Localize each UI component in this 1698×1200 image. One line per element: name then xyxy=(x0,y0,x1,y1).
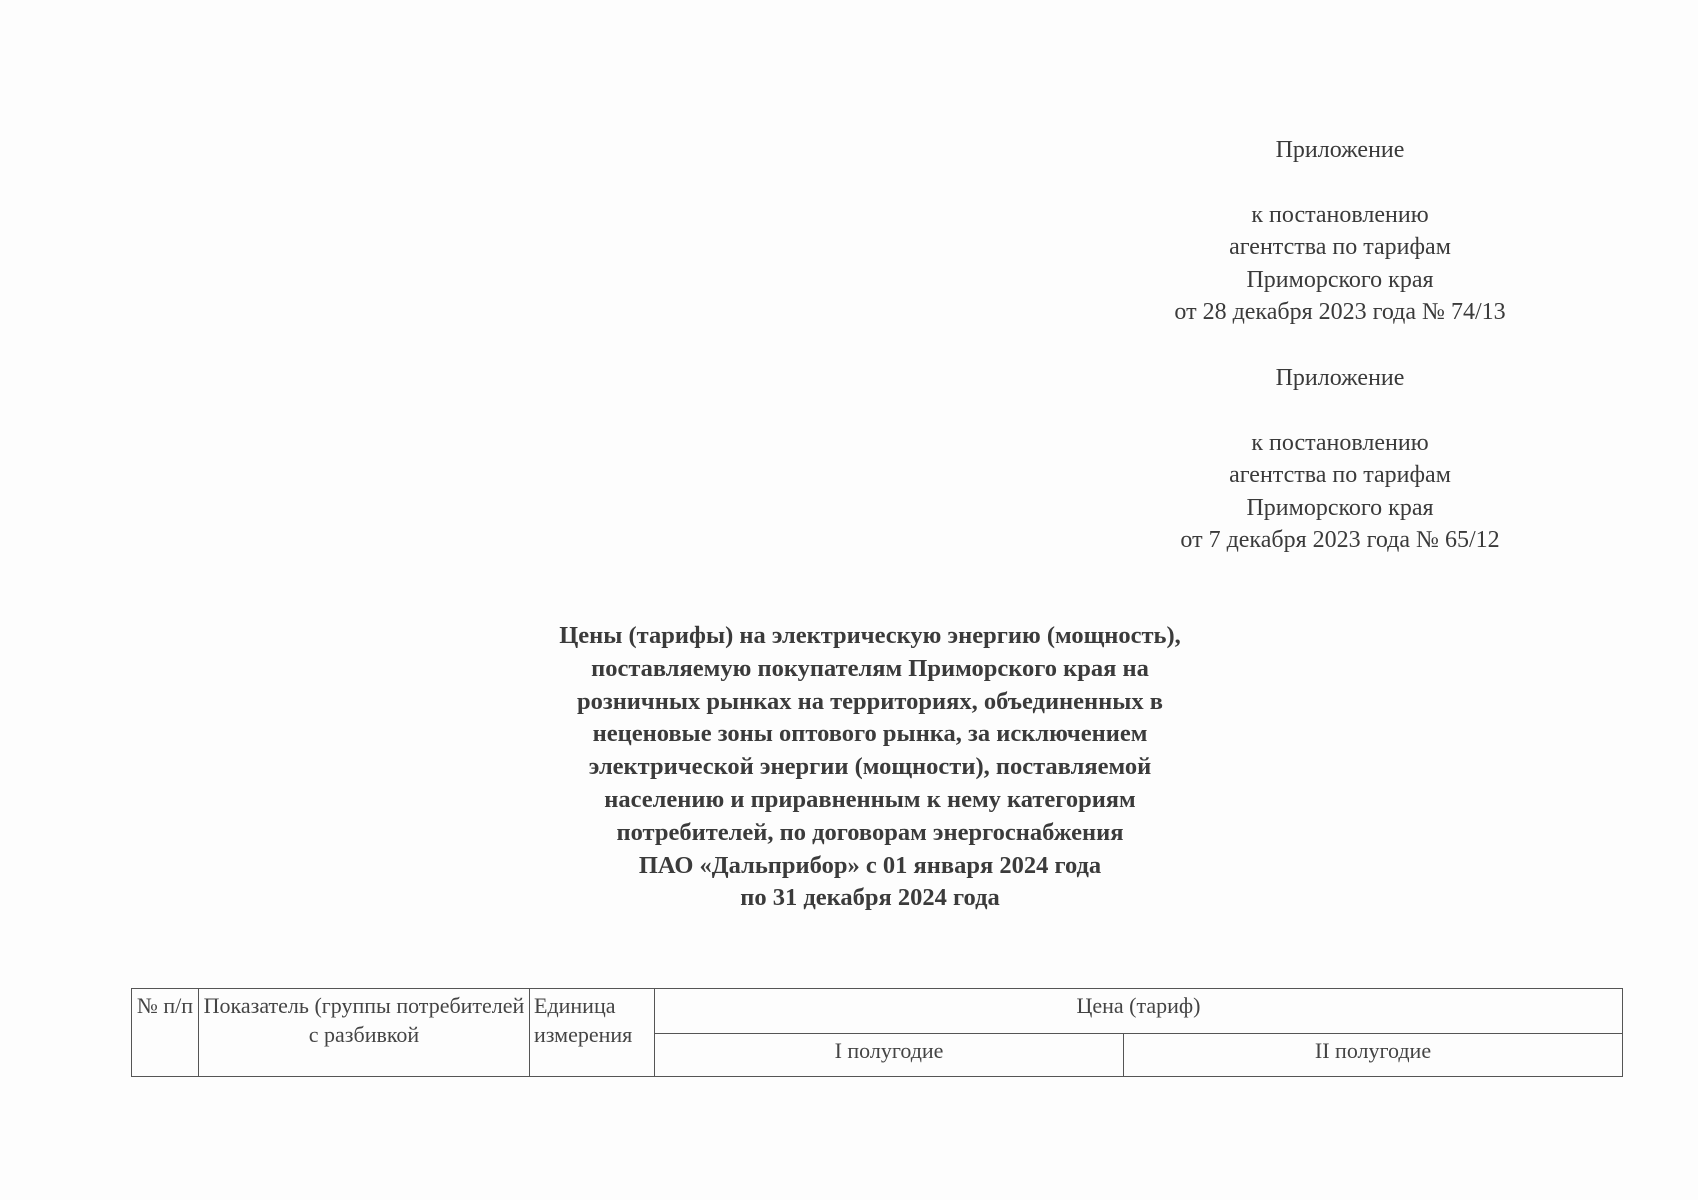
header-price: Цена (тариф) xyxy=(655,989,1623,1034)
appendix-date-line: от 7 декабря 2023 года № 65/12 xyxy=(1180,527,1500,553)
title-line: потребителей, по договорам энергоснабжения xyxy=(616,818,1124,846)
title-line: Цены (тарифы) на электрическую энергию (мощность), xyxy=(559,622,1181,649)
title-line: по 31 декабря 2024 года xyxy=(740,884,1000,912)
header-second-half: II полугодие xyxy=(1124,1034,1623,1077)
appendix-block-current xyxy=(1100,134,1580,329)
tariff-table xyxy=(131,988,1623,1077)
appendix-line: Приморского края xyxy=(1246,494,1434,521)
appendix-line: агентства по тарифам xyxy=(1229,462,1451,488)
appendix-line: агентства по тарифам xyxy=(1229,234,1451,260)
appendix-line: Приморского края xyxy=(1246,266,1434,293)
appendix-heading: Приложение xyxy=(1275,365,1405,391)
title-line: розничных рынках на территориях, объединенных в xyxy=(576,687,1164,715)
header-first-half: I полугодие xyxy=(655,1034,1124,1077)
title-line: населению и приравненным к нему категориям xyxy=(604,785,1136,813)
appendix-line: к постановлению xyxy=(1251,201,1429,228)
header-unit: Единица измерения xyxy=(530,989,655,1077)
appendix-date-line: от 28 декабря 2023 года № 74/13 xyxy=(1174,299,1506,325)
appendix-heading: Приложение xyxy=(1275,137,1405,163)
appendix-line: к постановлению xyxy=(1251,429,1429,456)
table-header-row xyxy=(132,989,1623,1034)
document-title xyxy=(440,620,1300,915)
title-line: ПАО «Дальприбор» с 01 января 2024 года xyxy=(638,851,1102,879)
header-indicator: Показатель (группы потребителей с разбивкой xyxy=(199,989,530,1077)
title-line: поставляемую покупателям Приморского края на xyxy=(591,654,1149,682)
appendix-block-previous xyxy=(1100,362,1580,557)
title-line: электрической энергии (мощности), поставляемой xyxy=(588,753,1152,781)
header-number: № п/п xyxy=(132,989,199,1077)
title-line: неценовые зоны оптового рынка, за исключением xyxy=(592,720,1148,748)
